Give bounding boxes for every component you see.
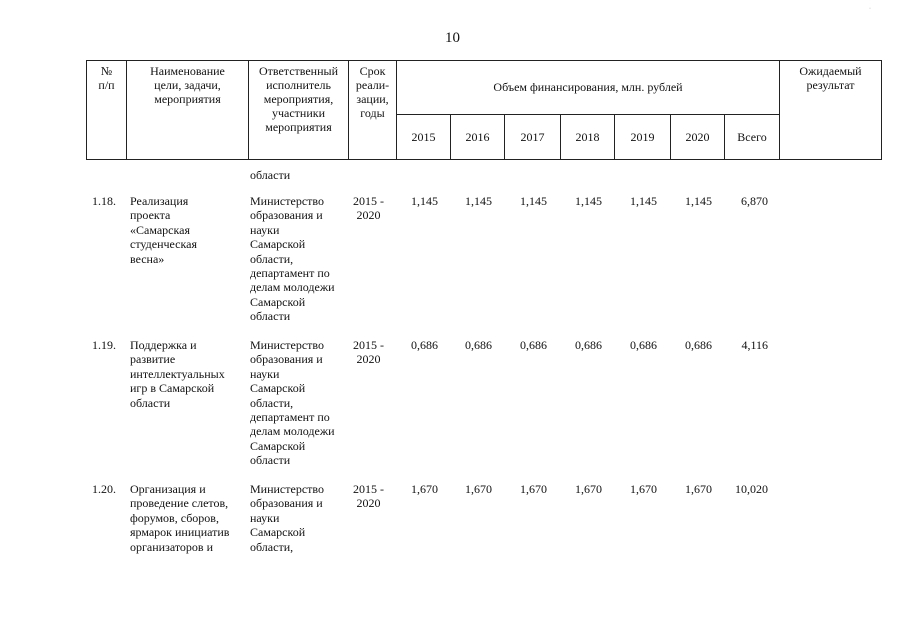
row-value: 1,670	[411, 482, 438, 496]
row-value: 1,670	[630, 482, 657, 496]
row-term: 2015 - 2020	[353, 194, 384, 223]
header-result: Ожидаемый результат	[780, 61, 882, 160]
row-value: 0,686	[465, 338, 492, 352]
header-term: Срок реали- зации, годы	[349, 61, 397, 160]
row-value: 1,670	[465, 482, 492, 496]
row-responsible: Министерство образования и науки Самарской области, департамент по делам молодежи Самарской области	[250, 338, 335, 468]
row-name: Реализация проекта «Самарская студенческая весна»	[130, 194, 197, 266]
row-term: 2015 - 2020	[353, 338, 384, 367]
header-financing: Объем финансирования, млн. рублей	[397, 61, 780, 115]
row-value: 0,686	[575, 338, 602, 352]
header-number: № п/п	[87, 61, 127, 160]
row-number: 1.19.	[92, 338, 116, 352]
row-value: 0,686	[411, 338, 438, 352]
row-value: 0,686	[630, 338, 657, 352]
header-year: 2019	[615, 114, 671, 159]
row-number: 1.20.	[92, 482, 116, 496]
row-responsible: Министерство образования и науки Самарской области, департамент по делам молодежи Самарской области	[250, 194, 335, 324]
row-value: 1,145	[685, 194, 712, 208]
row-value: 1,145	[575, 194, 602, 208]
page-number: 10	[445, 30, 460, 46]
header-year: 2016	[451, 114, 505, 159]
row-value: 1,145	[630, 194, 657, 208]
header-year: 2015	[397, 114, 451, 159]
row-term: 2015 - 2020	[353, 482, 384, 511]
row-value: 1,670	[575, 482, 602, 496]
scan-speck: ·	[869, 6, 871, 12]
header-total: Всего	[725, 114, 780, 159]
table-header	[86, 60, 882, 160]
header-year: 2020	[671, 114, 725, 159]
row-name: Поддержка и развитие интеллектуальных игр в Самарской области	[130, 338, 225, 410]
row-value: 1,670	[520, 482, 547, 496]
carryover-text: области	[250, 168, 291, 182]
row-total: 10,020	[735, 482, 768, 496]
row-total: 4,116	[741, 338, 768, 352]
row-name: Организация и проведение слетов, форумов, сборов, ярмарок инициатив организаторов и	[130, 482, 230, 554]
row-value: 1,145	[411, 194, 438, 208]
header-responsible: Ответственный исполнитель мероприятия, участники мероприятия	[249, 61, 349, 160]
header-year: 2018	[561, 114, 615, 159]
row-value: 1,670	[685, 482, 712, 496]
row-value: 1,145	[520, 194, 547, 208]
row-value: 0,686	[520, 338, 547, 352]
header-year: 2017	[505, 114, 561, 159]
row-total: 6,870	[741, 194, 768, 208]
header-name: Наименование цели, задачи, мероприятия	[127, 61, 249, 160]
row-responsible: Министерство образования и науки Самарской области,	[250, 482, 324, 554]
row-value: 0,686	[685, 338, 712, 352]
row-number: 1.18.	[92, 194, 116, 208]
row-value: 1,145	[465, 194, 492, 208]
